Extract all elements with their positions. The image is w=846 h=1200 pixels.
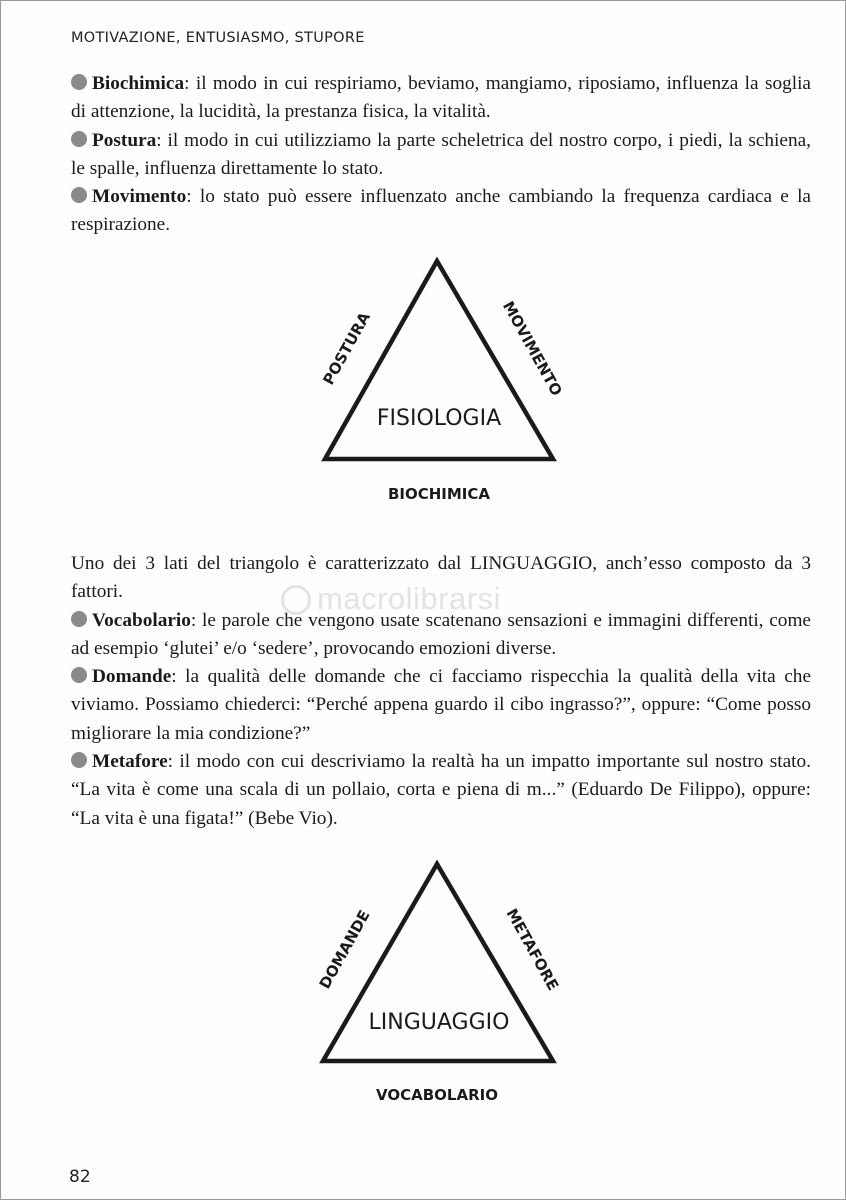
bullet-icon bbox=[71, 131, 87, 147]
list-item bbox=[71, 127, 811, 184]
triangle-center-label: FISIOLOGIA bbox=[376, 406, 502, 431]
term-biochimica: Biochimica bbox=[92, 73, 185, 94]
bullet-icon bbox=[71, 74, 87, 90]
term-postura: Postura bbox=[92, 129, 157, 151]
running-head: MOTIVAZIONE, ENTUSIASMO, STUPORE bbox=[71, 30, 365, 46]
intro-paragraph: Uno dei 3 lati del triangolo è caratterizzato dal LINGUAGGIO, anch’esso composto da 3 fattori. bbox=[71, 553, 811, 603]
list-item bbox=[71, 748, 811, 833]
bullet-icon bbox=[71, 752, 87, 768]
bullet-icon bbox=[71, 667, 87, 683]
linguaggio-triangle-diagram bbox=[1, 846, 846, 1116]
page-number: 82 bbox=[69, 1167, 91, 1187]
triangle-center-label: LINGUAGGIO bbox=[368, 1010, 510, 1035]
physiology-factors-text bbox=[71, 70, 811, 240]
term-domande: Domande bbox=[92, 666, 172, 688]
definition-metafore: : il modo con cui descriviamo la realtà ha un impatto importante sul nostro stato. “La vita è come una scala di un pollaio, corta e piena di m...” (Eduardo De Filippo), oppure: “La vita è una figata!” (Bebe Vio). bbox=[71, 751, 811, 829]
list-item bbox=[71, 663, 811, 748]
definition-biochimica: : il modo in cui respiriamo, beviamo, mangiamo, riposiamo, influenza la soglia di attenzione, la lucidità, la prestanza fisica, la vitalità. bbox=[71, 73, 811, 123]
triangle-right-label: METAFORE bbox=[502, 905, 563, 994]
triangle-left-label: POSTURA bbox=[319, 309, 374, 388]
triangle-bottom-label: VOCABOLARIO bbox=[376, 1086, 498, 1104]
term-vocabolario: Vocabolario bbox=[92, 609, 191, 631]
definition-movimento: : lo stato può essere influenzato anche cambiando la frequenza cardiaca e la respirazione. bbox=[71, 186, 811, 236]
triangle-right-label: MOVIMENTO bbox=[499, 298, 566, 399]
definition-domande: : la qualità delle domande che ci facciamo rispecchia la qualità della vita che viviamo. Possiamo chiederci: “Perché appena guardo il cibo ingrasso?”, oppure: “Come posso migliorare la mia condizione?” bbox=[71, 666, 811, 744]
term-movimento: Movimento bbox=[92, 186, 187, 208]
list-item bbox=[71, 183, 811, 240]
term-metafore: Metafore bbox=[92, 751, 168, 773]
definition-postura: : il modo in cui utilizziamo la parte scheletrica del nostro corpo, i piedi, la schiena, le spalle, influenza direttamente lo stato. bbox=[71, 129, 811, 179]
watermark-text: macrolibrarsi bbox=[317, 581, 501, 616]
definition-vocabolario: : le parole che vengono usate scatenano sensazioni e immagini differenti, come ad esempio ‘glutei’ e/o ‘sedere’, provocando emozioni diverse. bbox=[71, 609, 811, 659]
watermark bbox=[281, 581, 501, 617]
fisiologia-triangle-diagram bbox=[1, 241, 846, 511]
bullet-icon bbox=[71, 187, 87, 203]
triangle-left-label: DOMANDE bbox=[315, 907, 374, 992]
triangle-bottom-label: BIOCHIMICA bbox=[387, 485, 491, 503]
list-item bbox=[71, 70, 811, 127]
watermark-logo-icon bbox=[281, 585, 311, 615]
bullet-icon bbox=[71, 611, 87, 627]
